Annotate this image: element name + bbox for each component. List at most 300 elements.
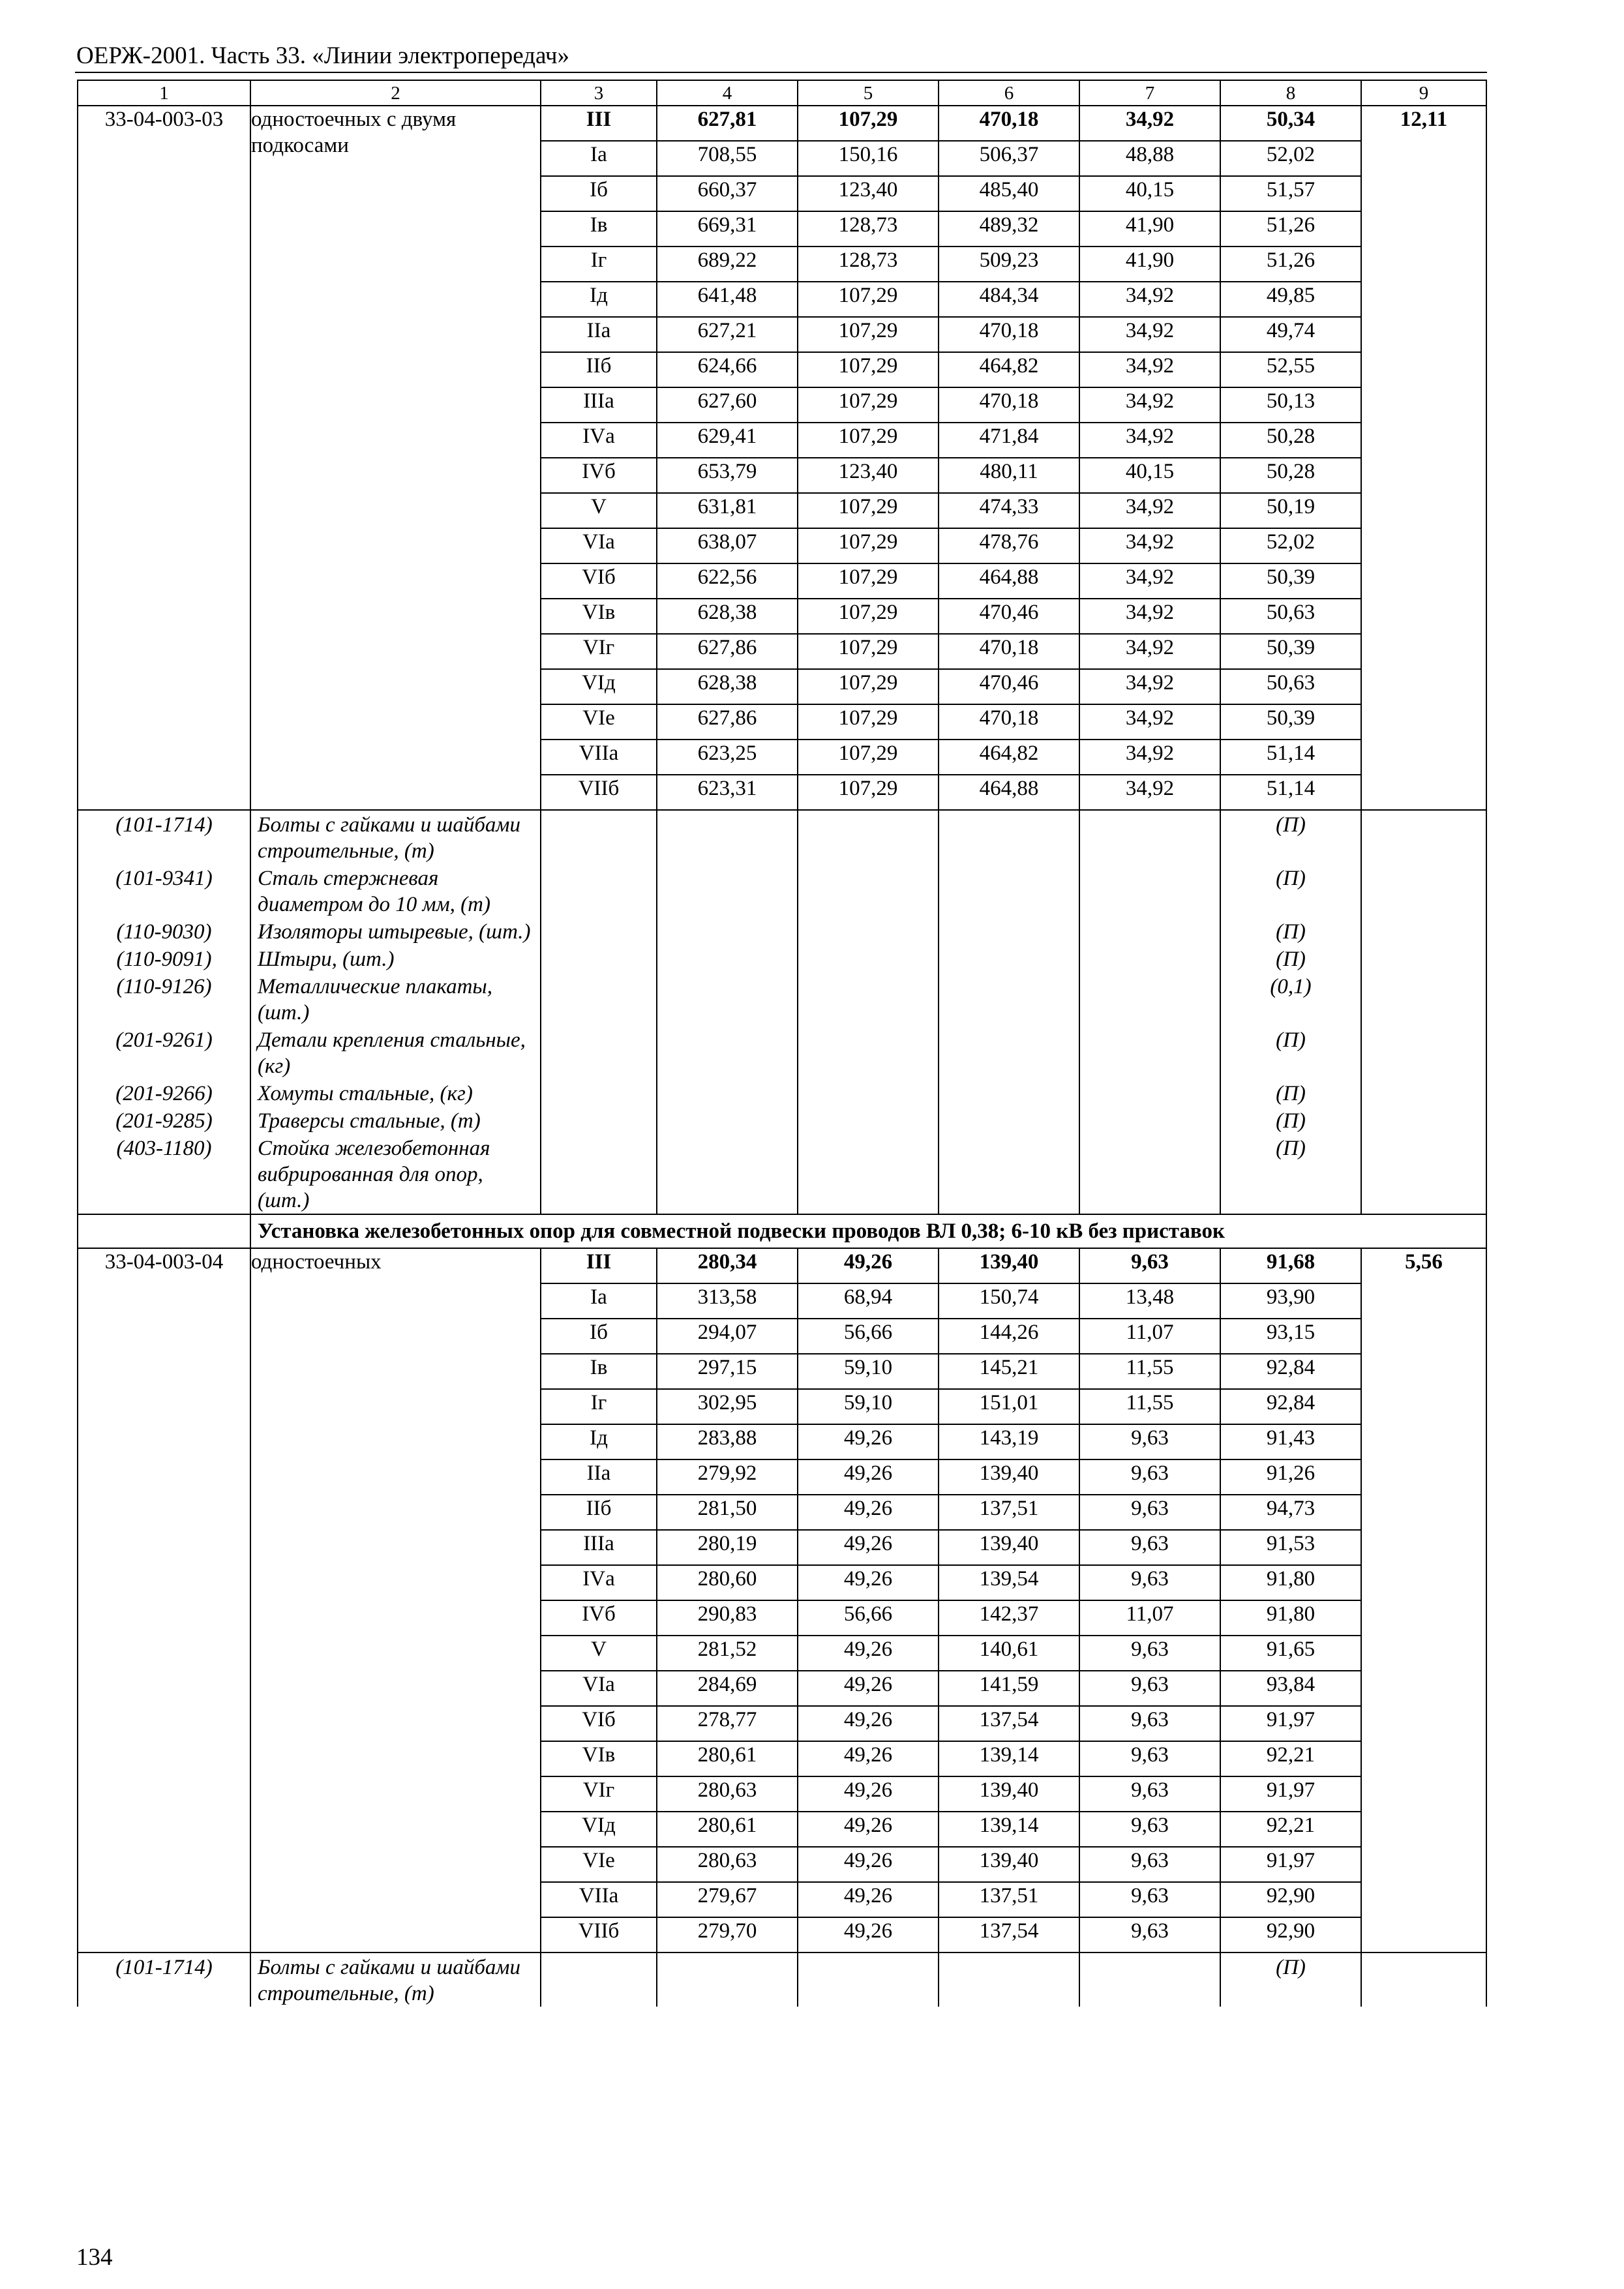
value-cell: 91,53 <box>1220 1530 1361 1565</box>
value-cell: 464,88 <box>939 775 1079 810</box>
value-cell: 150,74 <box>939 1283 1079 1319</box>
value-cell: 139,54 <box>939 1565 1079 1600</box>
region-cell: V <box>541 493 657 528</box>
empty-cell <box>1079 918 1220 945</box>
value-cell: 139,14 <box>939 1812 1079 1847</box>
value-cell: 49,26 <box>798 1847 939 1882</box>
region-cell: IVб <box>541 458 657 493</box>
value-cell: 34,92 <box>1079 599 1220 634</box>
empty-cell <box>1361 1134 1486 1214</box>
value-cell: 59,10 <box>798 1354 939 1389</box>
empty-cell <box>78 1214 250 1248</box>
region-cell: Iг <box>541 1389 657 1424</box>
region-cell: III <box>541 1248 657 1283</box>
region-cell: VIг <box>541 634 657 669</box>
value-cell: 128,73 <box>798 211 939 247</box>
value-cell: 49,26 <box>798 1424 939 1459</box>
value-cell: 107,29 <box>798 423 939 458</box>
value-cell: 137,51 <box>939 1495 1079 1530</box>
column-number: 1 <box>78 80 250 106</box>
value-cell: 40,15 <box>1079 176 1220 211</box>
resource-quantity: (П) <box>1220 945 1361 972</box>
value-cell: 128,73 <box>798 247 939 282</box>
resource-quantity: (П) <box>1220 1107 1361 1134</box>
value-cell: 59,10 <box>798 1389 939 1424</box>
empty-cell <box>1361 1026 1486 1079</box>
value-cell: 107,29 <box>798 106 939 141</box>
empty-cell <box>1361 972 1486 1026</box>
value-cell: 280,61 <box>657 1812 798 1847</box>
value-cell: 509,23 <box>939 247 1079 282</box>
value-cell: 464,82 <box>939 352 1079 387</box>
region-cell: V <box>541 1636 657 1671</box>
section-title: Установка железобетонных опор для совместной подвески проводов ВЛ 0,38; 6-10 кВ без приставок <box>250 1214 1486 1248</box>
resource-code: (403-1180) <box>78 1134 250 1214</box>
value-cell: 11,07 <box>1079 1319 1220 1354</box>
value-cell: 283,88 <box>657 1424 798 1459</box>
value-cell: 478,76 <box>939 528 1079 563</box>
empty-cell <box>541 918 657 945</box>
region-cell: Iб <box>541 176 657 211</box>
resource-name: Сталь стержневая диаметром до 10 мм, (т) <box>250 864 541 918</box>
empty-cell <box>541 864 657 918</box>
value-cell: 41,90 <box>1079 211 1220 247</box>
resource-quantity: (П) <box>1220 1134 1361 1214</box>
value-cell: 68,94 <box>798 1283 939 1319</box>
resource-quantity: (П) <box>1220 1079 1361 1107</box>
rate-name: одностоечных с двумя подкосами <box>250 106 541 810</box>
resource-quantity: (П) <box>1220 918 1361 945</box>
region-cell: IIа <box>541 317 657 352</box>
value-cell: 107,29 <box>798 387 939 423</box>
empty-cell <box>939 945 1079 972</box>
value-cell: 123,40 <box>798 176 939 211</box>
value-cell: 49,85 <box>1220 282 1361 317</box>
value-cell: 123,40 <box>798 458 939 493</box>
value-cell: 627,86 <box>657 704 798 740</box>
value-cell: 485,40 <box>939 176 1079 211</box>
value-cell: 9,63 <box>1079 1565 1220 1600</box>
value-cell: 50,63 <box>1220 669 1361 704</box>
empty-cell <box>939 972 1079 1026</box>
resource-name: Траверсы стальные, (т) <box>250 1107 541 1134</box>
column-number: 7 <box>1079 80 1220 106</box>
region-cell: IVб <box>541 1600 657 1636</box>
value-cell: 50,39 <box>1220 634 1361 669</box>
empty-cell <box>541 810 657 864</box>
column-number: 4 <box>657 80 798 106</box>
value-cell: 52,02 <box>1220 141 1361 176</box>
value-cell: 470,18 <box>939 634 1079 669</box>
value-cell: 284,69 <box>657 1671 798 1706</box>
value-cell: 313,58 <box>657 1283 798 1319</box>
empty-cell <box>798 1952 939 2007</box>
empty-cell <box>657 1952 798 2007</box>
value-cell: 34,92 <box>1079 423 1220 458</box>
empty-cell <box>657 945 798 972</box>
empty-cell <box>939 810 1079 864</box>
value-cell: 9,63 <box>1079 1530 1220 1565</box>
value-cell: 139,40 <box>939 1248 1079 1283</box>
value-cell: 484,34 <box>939 282 1079 317</box>
value-cell: 49,26 <box>798 1636 939 1671</box>
empty-cell <box>541 1134 657 1214</box>
empty-cell <box>798 1134 939 1214</box>
value-cell: 627,60 <box>657 387 798 423</box>
value-cell: 92,90 <box>1220 1882 1361 1917</box>
empty-cell <box>1361 864 1486 918</box>
empty-cell <box>798 945 939 972</box>
value-cell: 34,92 <box>1079 106 1220 141</box>
resource-row <box>78 945 1486 972</box>
empty-cell <box>939 1134 1079 1214</box>
value-cell: 464,82 <box>939 740 1079 775</box>
value-cell: 107,29 <box>798 634 939 669</box>
region-cell: VIIа <box>541 1882 657 1917</box>
empty-cell <box>657 1079 798 1107</box>
empty-cell <box>541 945 657 972</box>
value-cell: 5,56 <box>1361 1248 1486 1952</box>
region-cell: Iв <box>541 211 657 247</box>
resource-code: (101-1714) <box>78 1952 250 2007</box>
empty-cell <box>939 1952 1079 2007</box>
value-cell: 34,92 <box>1079 740 1220 775</box>
resource-name: Стойка железобетонная вибрированная для опор, (шт.) <box>250 1134 541 1214</box>
empty-cell <box>1361 945 1486 972</box>
empty-cell <box>1079 1134 1220 1214</box>
value-cell: 49,26 <box>798 1495 939 1530</box>
value-cell: 622,56 <box>657 563 798 599</box>
value-cell: 107,29 <box>798 528 939 563</box>
empty-cell <box>1079 810 1220 864</box>
resource-quantity: (П) <box>1220 810 1361 864</box>
empty-cell <box>1361 1107 1486 1134</box>
empty-cell <box>798 1107 939 1134</box>
value-cell: 91,43 <box>1220 1424 1361 1459</box>
value-cell: 144,26 <box>939 1319 1079 1354</box>
value-cell: 49,26 <box>798 1917 939 1952</box>
section-title-row <box>78 1214 1486 1248</box>
resource-name: Металлические плакаты, (шт.) <box>250 972 541 1026</box>
column-number: 6 <box>939 80 1079 106</box>
value-cell: 51,57 <box>1220 176 1361 211</box>
value-cell: 470,18 <box>939 106 1079 141</box>
value-cell: 280,63 <box>657 1847 798 1882</box>
column-number: 3 <box>541 80 657 106</box>
value-cell: 280,63 <box>657 1776 798 1812</box>
value-cell: 140,61 <box>939 1636 1079 1671</box>
value-cell: 302,95 <box>657 1389 798 1424</box>
resource-row <box>78 810 1486 864</box>
value-cell: 40,15 <box>1079 458 1220 493</box>
region-cell: VIв <box>541 1741 657 1776</box>
empty-cell <box>657 810 798 864</box>
value-cell: 151,01 <box>939 1389 1079 1424</box>
value-cell: 49,26 <box>798 1671 939 1706</box>
resource-code: (110-9030) <box>78 918 250 945</box>
empty-cell <box>1079 1952 1220 2007</box>
value-cell: 50,28 <box>1220 458 1361 493</box>
value-cell: 41,90 <box>1079 247 1220 282</box>
region-cell: Iа <box>541 141 657 176</box>
value-cell: 137,54 <box>939 1917 1079 1952</box>
empty-cell <box>798 810 939 864</box>
value-cell: 91,97 <box>1220 1847 1361 1882</box>
resource-row <box>78 918 1486 945</box>
value-cell: 689,22 <box>657 247 798 282</box>
empty-cell <box>939 864 1079 918</box>
value-cell: 628,38 <box>657 599 798 634</box>
value-cell: 627,86 <box>657 634 798 669</box>
value-cell: 143,19 <box>939 1424 1079 1459</box>
empty-cell <box>798 972 939 1026</box>
empty-cell <box>657 864 798 918</box>
value-cell: 49,26 <box>798 1706 939 1741</box>
resource-row <box>78 972 1486 1026</box>
value-cell: 623,25 <box>657 740 798 775</box>
value-cell: 464,88 <box>939 563 1079 599</box>
empty-cell <box>1079 1107 1220 1134</box>
value-cell: 107,29 <box>798 493 939 528</box>
value-cell: 51,14 <box>1220 775 1361 810</box>
resource-name: Хомуты стальные, (кг) <box>250 1079 541 1107</box>
value-cell: 107,29 <box>798 352 939 387</box>
value-cell: 34,92 <box>1079 563 1220 599</box>
resource-row <box>78 1107 1486 1134</box>
value-cell: 92,21 <box>1220 1741 1361 1776</box>
region-cell: VIIб <box>541 775 657 810</box>
value-cell: 150,16 <box>798 141 939 176</box>
value-cell: 107,29 <box>798 669 939 704</box>
value-cell: 93,90 <box>1220 1283 1361 1319</box>
value-cell: 49,26 <box>798 1882 939 1917</box>
value-cell: 294,07 <box>657 1319 798 1354</box>
value-cell: 52,55 <box>1220 352 1361 387</box>
column-number: 8 <box>1220 80 1361 106</box>
value-cell: 51,26 <box>1220 247 1361 282</box>
value-cell: 52,02 <box>1220 528 1361 563</box>
region-cell: Iд <box>541 282 657 317</box>
value-cell: 94,73 <box>1220 1495 1361 1530</box>
table-row <box>78 1248 1486 1283</box>
value-cell: 629,41 <box>657 423 798 458</box>
value-cell: 470,18 <box>939 704 1079 740</box>
empty-cell <box>541 1026 657 1079</box>
value-cell: 49,26 <box>798 1776 939 1812</box>
empty-cell <box>1361 810 1486 864</box>
resource-code: (201-9261) <box>78 1026 250 1079</box>
value-cell: 48,88 <box>1079 141 1220 176</box>
region-cell: Iд <box>541 1424 657 1459</box>
value-cell: 49,26 <box>798 1565 939 1600</box>
value-cell: 107,29 <box>798 775 939 810</box>
value-cell: 91,80 <box>1220 1565 1361 1600</box>
value-cell: 34,92 <box>1079 282 1220 317</box>
empty-cell <box>939 918 1079 945</box>
value-cell: 9,63 <box>1079 1671 1220 1706</box>
empty-cell <box>657 1134 798 1214</box>
value-cell: 34,92 <box>1079 634 1220 669</box>
value-cell: 50,19 <box>1220 493 1361 528</box>
value-cell: 92,21 <box>1220 1812 1361 1847</box>
value-cell: 474,33 <box>939 493 1079 528</box>
value-cell: 13,48 <box>1079 1283 1220 1319</box>
value-cell: 290,83 <box>657 1600 798 1636</box>
region-cell: Iв <box>541 1354 657 1389</box>
region-cell: IIIа <box>541 387 657 423</box>
value-cell: 280,34 <box>657 1248 798 1283</box>
value-cell: 11,55 <box>1079 1354 1220 1389</box>
value-cell: 49,26 <box>798 1741 939 1776</box>
region-cell: IIб <box>541 1495 657 1530</box>
empty-cell <box>541 1107 657 1134</box>
value-cell: 34,92 <box>1079 387 1220 423</box>
value-cell: 9,63 <box>1079 1495 1220 1530</box>
resource-row <box>78 864 1486 918</box>
resource-name: Изоляторы штыревые, (шт.) <box>250 918 541 945</box>
value-cell: 107,29 <box>798 317 939 352</box>
value-cell: 9,63 <box>1079 1636 1220 1671</box>
column-number: 9 <box>1361 80 1486 106</box>
region-cell: VIа <box>541 1671 657 1706</box>
value-cell: 145,21 <box>939 1354 1079 1389</box>
value-cell: 49,26 <box>798 1530 939 1565</box>
empty-cell <box>939 1079 1079 1107</box>
empty-cell <box>939 1107 1079 1134</box>
empty-cell <box>798 1026 939 1079</box>
rate-code: 33-04-003-03 <box>78 106 250 810</box>
rate-code: 33-04-003-04 <box>78 1248 250 1952</box>
value-cell: 50,39 <box>1220 704 1361 740</box>
value-cell: 9,63 <box>1079 1882 1220 1917</box>
value-cell: 107,29 <box>798 563 939 599</box>
value-cell: 139,14 <box>939 1741 1079 1776</box>
value-cell: 93,15 <box>1220 1319 1361 1354</box>
resource-row <box>78 1134 1486 1214</box>
empty-cell <box>541 1079 657 1107</box>
value-cell: 91,65 <box>1220 1636 1361 1671</box>
value-cell: 9,63 <box>1079 1812 1220 1847</box>
value-cell: 139,40 <box>939 1459 1079 1495</box>
empty-cell <box>1361 918 1486 945</box>
region-cell: VIб <box>541 563 657 599</box>
empty-cell <box>1361 1952 1486 2007</box>
value-cell: 9,63 <box>1079 1706 1220 1741</box>
value-cell: 506,37 <box>939 141 1079 176</box>
value-cell: 669,31 <box>657 211 798 247</box>
resource-quantity: (П) <box>1220 864 1361 918</box>
empty-cell <box>798 918 939 945</box>
region-cell: Iа <box>541 1283 657 1319</box>
resource-code: (201-9285) <box>78 1107 250 1134</box>
value-cell: 34,92 <box>1079 669 1220 704</box>
resource-code: (110-9091) <box>78 945 250 972</box>
value-cell: 489,32 <box>939 211 1079 247</box>
value-cell: 627,81 <box>657 106 798 141</box>
value-cell: 91,68 <box>1220 1248 1361 1283</box>
resource-code: (201-9266) <box>78 1079 250 1107</box>
value-cell: 631,81 <box>657 493 798 528</box>
value-cell: 107,29 <box>798 704 939 740</box>
empty-cell <box>798 1079 939 1107</box>
resource-name: Детали крепления стальные, (кг) <box>250 1026 541 1079</box>
value-cell: 279,70 <box>657 1917 798 1952</box>
value-cell: 708,55 <box>657 141 798 176</box>
value-cell: 11,55 <box>1079 1389 1220 1424</box>
value-cell: 280,61 <box>657 1741 798 1776</box>
region-cell: VIд <box>541 669 657 704</box>
value-cell: 34,92 <box>1079 493 1220 528</box>
value-cell: 279,67 <box>657 1882 798 1917</box>
region-cell: IIIа <box>541 1530 657 1565</box>
empty-cell <box>1361 1079 1486 1107</box>
value-cell: 627,21 <box>657 317 798 352</box>
value-cell: 280,19 <box>657 1530 798 1565</box>
resource-code: (110-9126) <box>78 972 250 1026</box>
value-cell: 280,60 <box>657 1565 798 1600</box>
resource-row <box>78 1079 1486 1107</box>
empty-cell <box>1079 972 1220 1026</box>
value-cell: 470,18 <box>939 317 1079 352</box>
value-cell: 470,46 <box>939 599 1079 634</box>
region-cell: VIб <box>541 1706 657 1741</box>
value-cell: 51,26 <box>1220 211 1361 247</box>
value-cell: 34,92 <box>1079 775 1220 810</box>
resource-name: Болты с гайками и шайбами строительные, (т) <box>250 1952 541 2007</box>
empty-cell <box>1079 945 1220 972</box>
value-cell: 92,84 <box>1220 1354 1361 1389</box>
value-cell: 628,38 <box>657 669 798 704</box>
value-cell: 56,66 <box>798 1600 939 1636</box>
empty-cell <box>541 1952 657 2007</box>
empty-cell <box>1079 864 1220 918</box>
value-cell: 9,63 <box>1079 1741 1220 1776</box>
value-cell: 638,07 <box>657 528 798 563</box>
empty-cell <box>657 1107 798 1134</box>
value-cell: 91,80 <box>1220 1600 1361 1636</box>
value-cell: 139,40 <box>939 1776 1079 1812</box>
value-cell: 93,84 <box>1220 1671 1361 1706</box>
value-cell: 92,90 <box>1220 1917 1361 1952</box>
value-cell: 278,77 <box>657 1706 798 1741</box>
value-cell: 9,63 <box>1079 1459 1220 1495</box>
value-cell: 34,92 <box>1079 352 1220 387</box>
empty-cell <box>939 1026 1079 1079</box>
value-cell: 50,63 <box>1220 599 1361 634</box>
region-cell: VIе <box>541 704 657 740</box>
value-cell: 281,52 <box>657 1636 798 1671</box>
column-number-row <box>78 80 1486 106</box>
value-cell: 623,31 <box>657 775 798 810</box>
region-cell: Iб <box>541 1319 657 1354</box>
value-cell: 139,40 <box>939 1530 1079 1565</box>
resource-row <box>78 1952 1486 2007</box>
value-cell: 641,48 <box>657 282 798 317</box>
value-cell: 91,26 <box>1220 1459 1361 1495</box>
value-cell: 34,92 <box>1079 704 1220 740</box>
resource-name: Штыри, (шт.) <box>250 945 541 972</box>
region-cell: VIв <box>541 599 657 634</box>
region-cell: VIг <box>541 1776 657 1812</box>
value-cell: 137,54 <box>939 1706 1079 1741</box>
value-cell: 9,63 <box>1079 1424 1220 1459</box>
region-cell: IIб <box>541 352 657 387</box>
value-cell: 9,63 <box>1079 1847 1220 1882</box>
value-cell: 56,66 <box>798 1319 939 1354</box>
value-cell: 49,26 <box>798 1812 939 1847</box>
value-cell: 50,34 <box>1220 106 1361 141</box>
region-cell: VIе <box>541 1847 657 1882</box>
